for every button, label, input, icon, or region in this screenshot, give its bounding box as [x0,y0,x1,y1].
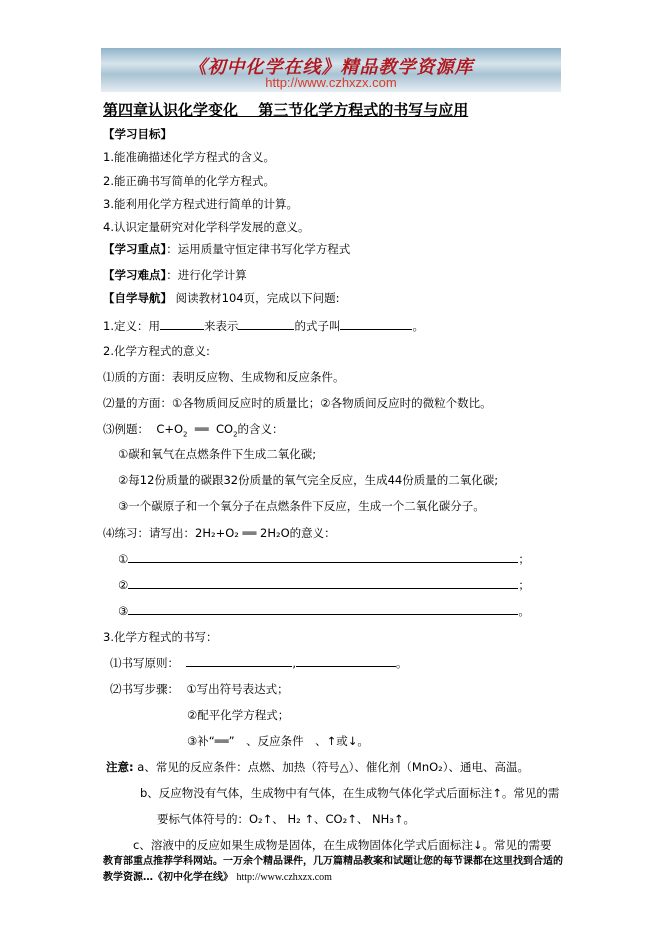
practice-line[interactable]: ① ； [118,552,530,566]
note-a: 注意: a、常见的反应条件：点燃、加热（符号△）、催化剂（MnO₂）、通电、高温。 [106,760,530,774]
goal-item: 2.能正确书写简单的化学方程式。 [103,174,275,188]
goal-item: 4.认识定量研究对化学科学发展的意义。 [103,220,310,234]
goal-item: 3.能利用化学方程式进行简单的计算。 [103,197,298,211]
note-b-cont: 要标气体符号的：O₂↑、 H₂ ↑、CO₂↑、 NH₃↑。 [157,812,415,826]
writing-steps: ⑵书写步骤： ①写出符号表达式； [110,682,289,696]
example-equation: ⑶例题： $C+O_2$ ══ $CO_2$的含义： [103,422,284,439]
writing-principles: ⑴书写原则： , 。 [110,656,408,670]
key-point: 【学习重点】：运用质量守恒定律书写化学方程式 [103,242,351,256]
example-meaning: ③一个碳原子和一个氧分子在点燃条件下反应，生成一个二氧化碳分子。 [118,499,485,513]
example-meaning: ①碳和氧气在点燃条件下生成二氧化碳; [118,447,317,461]
writing-heading: 3.化学方程式的书写： [103,630,218,644]
goal-item: 1.能准确描述化学方程式的含义。 [103,150,275,164]
writing-step: ②配平化学方程式； [187,708,290,722]
meaning-quality: ⑴质的方面：表明反应物、生成物和反应条件。 [103,370,345,384]
practice-line[interactable]: ② ； [118,578,530,592]
note-c: c、溶液中的反应如果生成物是固体，在生成物固体化学式后面标注↓。常见的需要 [133,838,552,852]
question-definition: 1.定义：用 来表示 的式子叫 。 [103,319,424,333]
banner-title: 《初中化学在线》精品教学资源库 [188,57,474,78]
page-title: 第四章认识化学变化 第三节化学方程式的书写与应用 [103,101,469,119]
difficulty: 【学习难点】：进行化学计算 [103,268,247,282]
practice-prompt: ⑷练习：请写出：2H₂+O₂ ══ 2H₂O的意义： [103,526,336,540]
meaning-quantity: ⑵量的方面：①各物质间反应时的质量比；②各物质间反应时的微粒个数比。 [103,396,492,410]
note-b: b、反应物没有气体，生成物中有气体，在生成物气体化学式后面标注↑。常见的需 [140,786,560,800]
writing-step: ③补“══” 、反应条件 、↑或↓。 [187,734,369,748]
goals-heading: 【学习目标】 [103,127,172,141]
footer-text: 教育部重点推荐学科网站。一万余个精品课件，几万篇精品教案和试题让您的每节课都在这里找到合适的 [103,856,563,867]
example-meaning: ②每12份质量的碳跟32份质量的氧气完全反应，生成44份质量的二氧化碳; [118,473,499,487]
meaning-heading: 2.化学方程式的意义: [103,344,210,358]
banner-url: http://www.czhxzx.com [265,75,397,90]
footer-link[interactable]: http://www.czhxzx.com [236,872,332,883]
practice-line[interactable]: ③ 。 [118,604,530,618]
guide: 【自学导航】 阅读教材104页，完成以下问题: [103,291,340,305]
footer-text-2: 教学资源…《初中化学在线》 http://www.czhxzx.com [103,872,332,883]
header-banner [101,48,561,92]
